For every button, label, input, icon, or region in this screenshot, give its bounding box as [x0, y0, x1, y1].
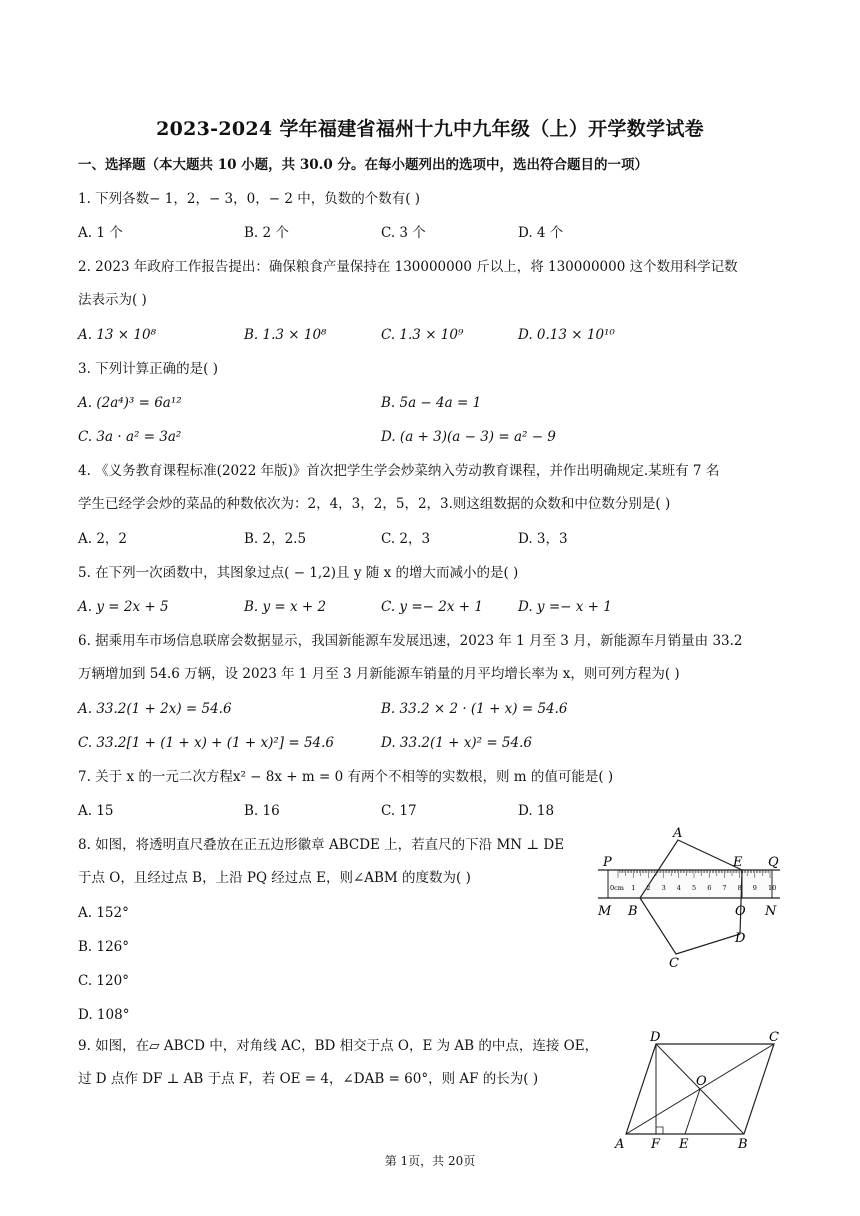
q8-option-b: B. 126° — [78, 939, 130, 955]
ruler-tick-label: 4 — [676, 884, 681, 892]
q5-stem: 5. 在下列一次函数中，其图象过点( − 1,2)且 y 随 x 的增大而减小的是( ) — [78, 565, 519, 581]
ruler-tick-label: 9 — [752, 884, 757, 892]
q6-option-d: D. 33.2(1 + x)² = 54.6 — [381, 735, 532, 751]
label-o: O — [696, 1074, 707, 1089]
label-e: E — [733, 855, 743, 870]
q2-stem-line1: 2. 2023 年政府工作报告提出：确保粮食产量保持在 130000000 斤以上，将 130000000 这个数用科学记数 — [78, 259, 738, 275]
q5-option-b: B. y = x + 2 — [244, 599, 327, 615]
ruler-tick-label: 3 — [661, 884, 666, 892]
q7-option-c: C. 17 — [381, 803, 417, 819]
label-a: A — [615, 1137, 625, 1152]
q1-stem: 1. 下列各数− 1，2，− 3，0，− 2 中，负数的个数有( ) — [78, 191, 421, 207]
q6-option-b: B. 33.2 × 2 · (1 + x) = 54.6 — [381, 701, 568, 717]
q8-option-a: A. 152° — [78, 905, 129, 921]
label-n: N — [765, 904, 777, 919]
q8-option-d: D. 108° — [78, 1007, 130, 1023]
q5-option-c: C. y =− 2x + 1 — [381, 599, 483, 615]
q9-stem-line1: 9. 如图，在▱ ABCD 中，对角线 AC，BD 相交于点 O，E 为 AB 的中点，连接 OE， — [78, 1038, 599, 1054]
label-p: P — [603, 855, 612, 870]
q9-parallelogram-figure — [608, 1030, 788, 1154]
ruler-tick-label: 7 — [722, 884, 727, 892]
q9-stem-line2: 过 D 点作 DF ⊥ AB 于点 F，若 OE = 4，∠DAB = 60°，则 AF 的长为( ) — [78, 1071, 539, 1087]
q2-stem-line2: 法表示为( ) — [78, 292, 147, 308]
q6-option-c: C. 33.2[1 + (1 + x) + (1 + x)²] = 54.6 — [78, 735, 335, 751]
q1-option-d: D. 4 个 — [518, 225, 564, 241]
q7-option-b: B. 16 — [244, 803, 280, 819]
q6-stem-line2: 万辆增加到 54.6 万辆，设 2023 年 1 月至 3 月新能源车销量的月平均增长率为 x，则可列方程为( ) — [78, 666, 680, 682]
section-heading: 一、选择题（本大题共 10 小题，共 30.0 分。在每小题列出的选项中，选出符合题目的一项） — [78, 157, 648, 173]
label-f: F — [651, 1137, 661, 1152]
ruler-tick-label: 2 — [646, 884, 651, 892]
q5-option-d: D. y =− x + 1 — [518, 599, 612, 615]
q4-option-c: C. 2，3 — [381, 531, 431, 547]
label-b: B — [738, 1137, 748, 1152]
q3-option-c: C. 3a · a² = 3a² — [78, 429, 182, 445]
q8-stem-line1: 8. 如图，将透明直尺叠放在正五边形徽章 ABCDE 上，若直尺的下沿 MN ⊥ DE — [78, 837, 565, 853]
q3-stem: 3. 下列计算正确的是( ) — [78, 361, 218, 377]
q1-option-c: C. 3 个 — [381, 225, 426, 241]
label-m: M — [598, 904, 612, 919]
q3-option-d: D. (a + 3)(a − 3) = a² − 9 — [381, 429, 556, 445]
label-c: C — [669, 956, 679, 971]
q6-option-a: A. 33.2(1 + 2x) = 54.6 — [78, 701, 232, 717]
q2-option-c: C. 1.3 × 10⁹ — [381, 327, 464, 343]
q4-option-b: B. 2，2.5 — [244, 531, 307, 547]
ruler — [598, 870, 780, 898]
q2-option-a: A. 13 × 10⁸ — [78, 327, 156, 343]
q7-option-a: A. 15 — [78, 803, 114, 819]
q8-option-c: C. 120° — [78, 973, 129, 989]
q4-option-d: D. 3，3 — [518, 531, 568, 547]
label-q: Q — [768, 855, 779, 870]
label-c: C — [769, 1030, 779, 1045]
q1-option-a: A. 1 个 — [78, 225, 123, 241]
right-angle-mark — [656, 1127, 663, 1134]
ruler-cm-label: 0cm — [610, 884, 624, 892]
q5-option-a: A. y = 2x + 5 — [78, 599, 169, 615]
ruler-tick-label: 10 — [768, 884, 777, 892]
q2-option-d: D. 0.13 × 10¹⁰ — [518, 327, 615, 343]
label-d: D — [650, 1030, 661, 1045]
q7-option-d: D. 18 — [518, 803, 555, 819]
page-footer: 第 1页，共 20页 — [384, 1154, 476, 1168]
ruler-tick-label: 6 — [707, 884, 712, 892]
q4-stem-line2: 学生已经学会炒的菜品的种数依次为：2，4，3，2，5，2，3.则这组数据的众数和中位数分别是( ) — [78, 496, 671, 512]
segment-oe — [685, 1089, 700, 1134]
page-title: 2023-2024 学年福建省福州十九中九年级（上）开学数学试卷 — [156, 118, 704, 140]
q1-option-b: B. 2 个 — [244, 225, 289, 241]
ruler-tick-label: 1 — [631, 884, 636, 892]
label-b: B — [628, 904, 638, 919]
q7-stem: 7. 关于 x 的一元二次方程x² − 8x + m = 0 有两个不相等的实数根，则 m 的值可能是( ) — [78, 769, 614, 785]
q3-option-a: A. (2a⁴)³ = 6a¹² — [78, 395, 182, 411]
label-o: O — [735, 904, 746, 919]
q6-stem-line1: 6. 据乘用车市场信息联席会数据显示，我国新能源车发展迅速，2023 年 1 月至 3 月，新能源车月销量由 33.2 — [78, 633, 743, 649]
q8-stem-line2: 于点 O，且经过点 B，上沿 PQ 经过点 E，则∠ABM 的度数为( ) — [78, 870, 471, 886]
ruler-tick-label: 8 — [737, 884, 742, 892]
q4-stem-line1: 4. 《义务教育课程标准(2022 年版)》首次把学生学会炒菜纳入劳动教育课程，并作出明确规定.某班有 7 名 — [78, 463, 720, 479]
q2-option-b: B. 1.3 × 10⁸ — [244, 327, 327, 343]
label-a: A — [673, 826, 683, 841]
label-e: E — [679, 1137, 689, 1152]
q3-option-b: B. 5a − 4a = 1 — [381, 395, 482, 411]
q4-option-a: A. 2，2 — [78, 531, 128, 547]
label-d: D — [735, 931, 746, 946]
ruler-tick-label: 5 — [692, 884, 697, 892]
q8-pentagon-ruler-figure — [590, 826, 790, 976]
